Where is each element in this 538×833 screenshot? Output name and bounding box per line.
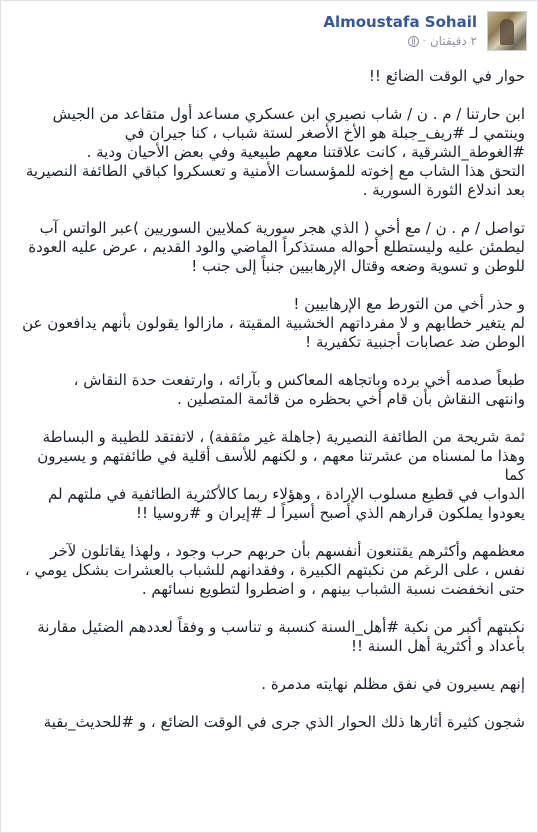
post-meta	[408, 34, 477, 48]
paragraph-2: تواصل / م . ن / مع أخي ( الذي هجر سورية كملايين السوريين )عبر الواتس آب ليطمئن عليه وليستطلع أحواله مستذكراً الماضي والود القديم ، عرض عليه العودة للوطن و تسوية وضعه وقتال الإرهابيين جنباً إلى جنب !	[28, 219, 525, 275]
paragraph-3: و حذر أخي من التورط مع الإرهابيين ! لم يتغير خطابهم و لا مفرداتهم الخشبية المقيتة ، مازالوا يقولون بأنهم يدافعون عن الوطن ضد عصابات أجنبية تكفيرية !	[22, 295, 525, 351]
avatar-figure	[500, 19, 514, 45]
post-body	[13, 67, 525, 751]
post-header	[11, 11, 527, 63]
globe-icon[interactable]	[408, 36, 419, 47]
author-name[interactable]: Almoustafa Sohail	[323, 13, 477, 31]
paragraph-8: إنهم يسيرون في نفق مظلم نهايته مدمرة .	[261, 675, 525, 693]
post-time[interactable]: ٢ دقيقتان	[429, 34, 477, 48]
meta-separator: ·	[422, 35, 426, 47]
paragraph-5: ثمة شريحة من الطائفة النصيرية (جاهلة غير مثقفة) ، لاتفتقد للطيبة و البساطة وهذا ما لمسناه من عشرتنا معهم ، و لكنهم للأسف أقلية في طائفتهم و يسيرون كما الدواب في قطيع مسلوب الإرادة ، وهؤلاء ربما كالأكثرية الطائفية في ملتهم لم يعودوا يملكون قرارهم الذي أصبح أسيراً لـ #إيران و #روسيا !!	[37, 428, 525, 522]
paragraph-4: طبعاً صدمه أخي برده وباتجاهه المعاكس و بآرائه ، وارتفعت حدة النقاش ، وانتهى النقاش بأن قام أخي بحظره من قائمة المتصلين .	[73, 371, 525, 408]
post-title: حوار في الوقت الضائع !!	[368, 67, 525, 85]
avatar[interactable]	[487, 11, 527, 51]
paragraph-7: نكبتهم أكبر من نكبة #أهل_السنة كنسبة و تناسب و وفقاً لعددهم الضئيل مقارنة بأعداد و أكثرية أهل السنة !!	[37, 618, 525, 655]
paragraph-1: ابن حارتنا / م . ن / شاب نصيري ابن عسكري مساعد أول متقاعد من الجيش وينتمي لـ #ريف_جبلة هو الأخ الأصغر لستة شباب ، كنا جيران في #الغوطة_الشرقية ، كانت علاقتنا معهم طبيعية وفي بعض الأحيان ودية . التحق هذا الشاب مع إخوته للمؤسسات الأمنية و تعسكروا كباقي الطائفة النصيرية بعد اندلاع الثورة السورية .	[25, 105, 525, 199]
paragraph-9: شجون كثيرة أثارها ذلك الحوار الذي جرى في الوقت الضائع ، و #للحديث_بقية	[43, 713, 525, 731]
paragraph-6: معظمهم وأكثرهم يقتنعون أنفسهم بأن حربهم حرب وجود ، ولهذا يقاتلون لآخر نفس ، على الرغم من نكبتهم الكبيرة ، وفقدانهم للشباب بالعشرات بشكل يومي ، حتى انخفضت نسبة الشباب بينهم ، و اضطروا لتطويع نسائهم .	[24, 542, 525, 598]
